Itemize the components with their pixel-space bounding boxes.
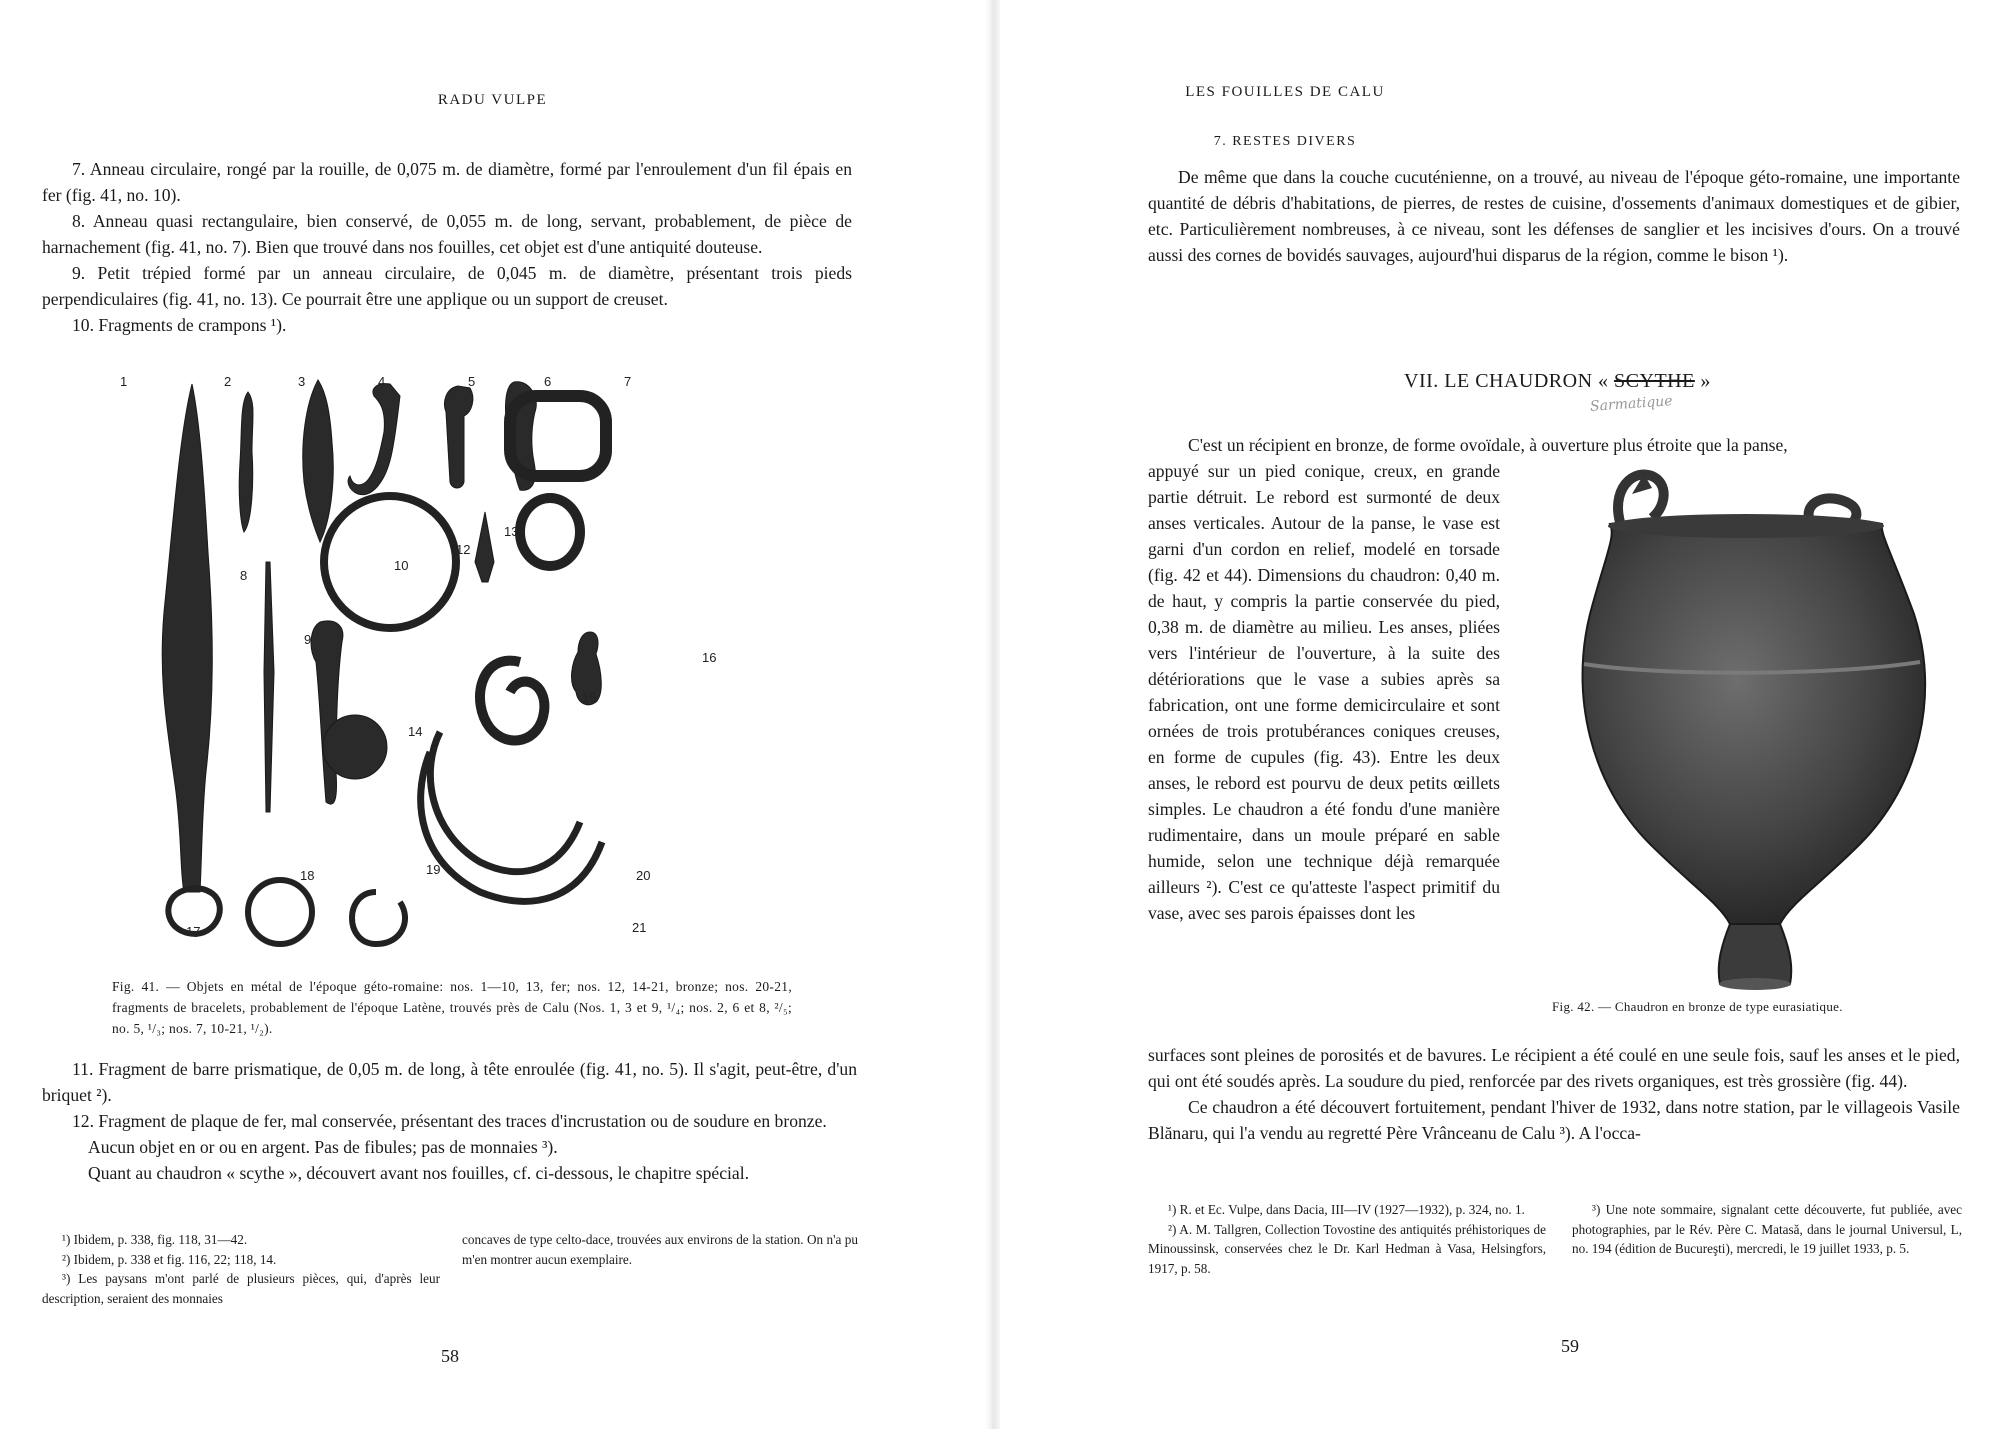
- fig-label-17: 17: [186, 924, 201, 939]
- fig-label-21: 21: [632, 920, 647, 935]
- fig-label-12: 12: [456, 542, 471, 557]
- fig-label-20: 20: [636, 868, 651, 883]
- fig-label-18: 18: [300, 868, 315, 883]
- fig-label-6: 6: [544, 374, 552, 389]
- fig-label-3: 3: [298, 374, 306, 389]
- fig-label-19: 19: [426, 862, 441, 877]
- footnotes-right-col1: [1148, 1200, 1546, 1278]
- chaudron-continuation-block: [1148, 1042, 1960, 1146]
- fig-label-1: 1: [120, 374, 128, 389]
- page-number-58: 58: [441, 1346, 459, 1366]
- section-subheading: 7. RESTES DIVERS: [1213, 134, 1357, 149]
- item-9: 9. Petit trépied formé par un anneau circulaire, de 0,045 m. de diamètre, présentant trois pieds perpendiculaires (fig. 41, no. 13). Ce pourrait être une applique ou un support de creuset.: [42, 263, 852, 309]
- book-gutter: [985, 0, 1000, 1429]
- footnotes-left-col1: [42, 1230, 440, 1308]
- restes-paragraph: De même que dans la couche cucuténienne, on a trouvé, au niveau de l'époque géto-romaine, une importante quantité de débris d'habitations, de pierres, de restes de cuisine, d'ossements d'animaux domestiques et de gibier, etc. Particulièrement nombreuses, à ce niveau, sont les défenses de sanglier et les incisives d'ours. On a trouvé aussi des cornes de bovidés sauvages, aujourd'hui disparus de la région, comme le bison ¹).: [1148, 167, 1960, 265]
- figure-42: [1540, 464, 1970, 1004]
- fig-label-9: 9: [304, 632, 312, 647]
- fig-label-8: 8: [240, 568, 248, 583]
- figure-41-objects-illustration: [140, 372, 780, 952]
- chaudron-wrap-column: [1148, 458, 1500, 926]
- fig-label-16: 16: [702, 650, 717, 665]
- item-12: 12. Fragment de plaque de fer, mal conservée, présentant des traces d'incrustation ou de soudure en bronze.: [72, 1111, 827, 1131]
- fig-label-7: 7: [624, 374, 632, 389]
- right-page: [1000, 0, 2000, 1429]
- figure-41: [120, 372, 780, 952]
- item-8: 8. Anneau quasi rectangulaire, bien conservé, de 0,055 m. de long, servant, probablement, de pièce de harnachement (fig. 41, no. 7). Bien que trouvé dans nos fouilles, cet objet est d'une antiquité douteuse.: [42, 211, 852, 257]
- fig-label-4: 4: [378, 374, 386, 389]
- chaudron-first-line: C'est un récipient en bronze, de forme ovoïdale, à ouverture plus étroite que la panse,: [1188, 435, 1788, 455]
- restes-paragraph-block: [1148, 164, 1960, 268]
- footnotes-right-col2: [1572, 1200, 1962, 1259]
- chapter-title-pre: VII. LE CHAUDRON «: [1404, 370, 1609, 392]
- chaudron-note-paragraph: Quant au chaudron « scythe », découvert avant nos fouilles, cf. ci-dessous, le chapitre spécial.: [88, 1163, 750, 1183]
- fig-label-15: 15: [582, 690, 597, 705]
- chapter-title-struck: SCYTHE: [1614, 370, 1695, 392]
- fig-label-14: 14: [408, 724, 423, 739]
- handwritten-annotation: Sarmatique: [1589, 393, 1674, 415]
- footnotes-left-col2: [462, 1230, 858, 1269]
- item-10: 10. Fragments de crampons ¹).: [72, 315, 287, 335]
- chaudron-continuation: surfaces sont pleines de porosités et de bavures. Le récipient a été coulé en une seule fois, sauf les anses et le pied, qui ont été soudés après. La soudure du pied, renforcée par des rivets organiques, est très grossière (fig. 44).: [1148, 1045, 1960, 1091]
- items-bottom-block: [42, 1056, 857, 1186]
- footnote-r3: ³) Une note sommaire, signalant cette découverte, fut publiée, avec photographies, par le Rév. Père C. Matasă, dans le journal Universul, L, no. 194 (édition de Bucureşti), mercredi, le 19 juillet 1933, p. 5.: [1572, 1202, 1962, 1256]
- chaudron-wrap-text: appuyé sur un pied conique, creux, en grande partie détruit. Le rebord est surmonté de deux anses verticales. Autour de la panse, le vase est garni d'un cordon en relief, modelé en torsade (fig. 42 et 44). Dimensions du chaudron: 0,40 m. de haut, y compris la partie conservée du pied, 0,38 m. de diamètre au milieu. Les anses, pliées vers l'intérieur de l'ouverture, à la suite des détériorations que le vase a subies après sa fabrication, ont une forme demicirculaire et sont ornées de trois protubérances coniques creuses, en forme de cupules (fig. 43). Entre les deux anses, le rebord est pourvu de deux petits œillets simples. Le chaudron a été fondu d'une manière rudimentaire, dans un moule préparé en sable humide, selon une technique déjà remarquée ailleurs ²). C'est ce qu'atteste l'aspect primitif du vase, avec ses parois épaisses dont les: [1148, 461, 1500, 923]
- left-page: [0, 0, 985, 1429]
- chaudron-first-line-block: [1148, 432, 1960, 458]
- item-11: 11. Fragment de barre prismatique, de 0,05 m. de long, à tête enroulée (fig. 41, no. 5). Il s'agit, peut-être, d'un briquet ²).: [42, 1059, 857, 1105]
- fig-label-13: 13: [504, 524, 519, 539]
- cauldron-foot: [1719, 924, 1792, 984]
- chaudron-discovery-paragraph: Ce chaudron a été découvert fortuitement, pendant l'hiver de 1932, dans notre station, par le villageois Vasile Blănaru, qui l'a vendu au regretté Père Vrânceanu de Calu ³). A l'occa-: [1148, 1097, 1960, 1143]
- fig-label-2: 2: [224, 374, 232, 389]
- items-top-block: [42, 156, 852, 338]
- footnote-1: ¹) Ibidem, p. 338, fig. 118, 31—42.: [62, 1232, 248, 1247]
- footnote-3: ³) Les paysans m'ont parlé de plusieurs pièces, qui, d'après leur description, seraient des monnaies: [42, 1271, 440, 1306]
- figure-42-caption: Fig. 42. — Chaudron en bronze de type eurasiatique.: [1552, 999, 1843, 1014]
- footnote-r1: ¹) R. et Ec. Vulpe, dans Dacia, III—IV (1927—1932), p. 324, no. 1.: [1168, 1202, 1525, 1217]
- fig-label-5: 5: [468, 374, 476, 389]
- footnote-2: ²) Ibidem, p. 338 et fig. 116, 22; 118, 14.: [62, 1251, 277, 1267]
- chapter-title: [1404, 370, 1711, 393]
- cauldron-illustration: [1540, 464, 1970, 1004]
- footnote-3-continued: concaves de type celto-dace, trouvées aux environs de la station. On n'a pu m'en montrer aucun exemplaire.: [462, 1232, 858, 1267]
- no-gold-paragraph: Aucun objet en or ou en argent. Pas de fibules; pas de monnaies ³).: [88, 1137, 558, 1157]
- figure-41-caption: Fig. 41. — Objets en métal de l'époque géto-romaine: nos. 1—10, 13, fer; nos. 12, 14-21, bronze; nos. 20-21, fragments de bracelets, probablement de l'époque Latène, trouvés près de Calu (Nos. 1, 3 et 9, ¹/₄; nos. 2, 6 et 8, ²/₅; no. 5, ¹/₃; nos. 7, 10-21, ¹/₂).: [112, 979, 792, 1036]
- cauldron-body: [1583, 517, 1926, 924]
- footnote-r2: ²) A. M. Tallgren, Collection Tovostine des antiquités préhistoriques de Minoussinsk, conservées chez le Dr. Karl Hedman à Vasa, Helsingfors, 1917, p. 58.: [1148, 1221, 1546, 1276]
- running-header-right: LES FOUILLES DE CALU: [1185, 84, 1385, 100]
- fig-label-10: 10: [394, 558, 409, 573]
- item-7: 7. Anneau circulaire, rongé par la rouille, de 0,075 m. de diamètre, formé par l'enroulement d'un fil épais en fer (fig. 41, no. 10).: [42, 159, 852, 205]
- running-header-left: RADU VULPE: [437, 92, 548, 108]
- chapter-title-post: »: [1700, 370, 1711, 392]
- page-number-59: 59: [1561, 1336, 1579, 1356]
